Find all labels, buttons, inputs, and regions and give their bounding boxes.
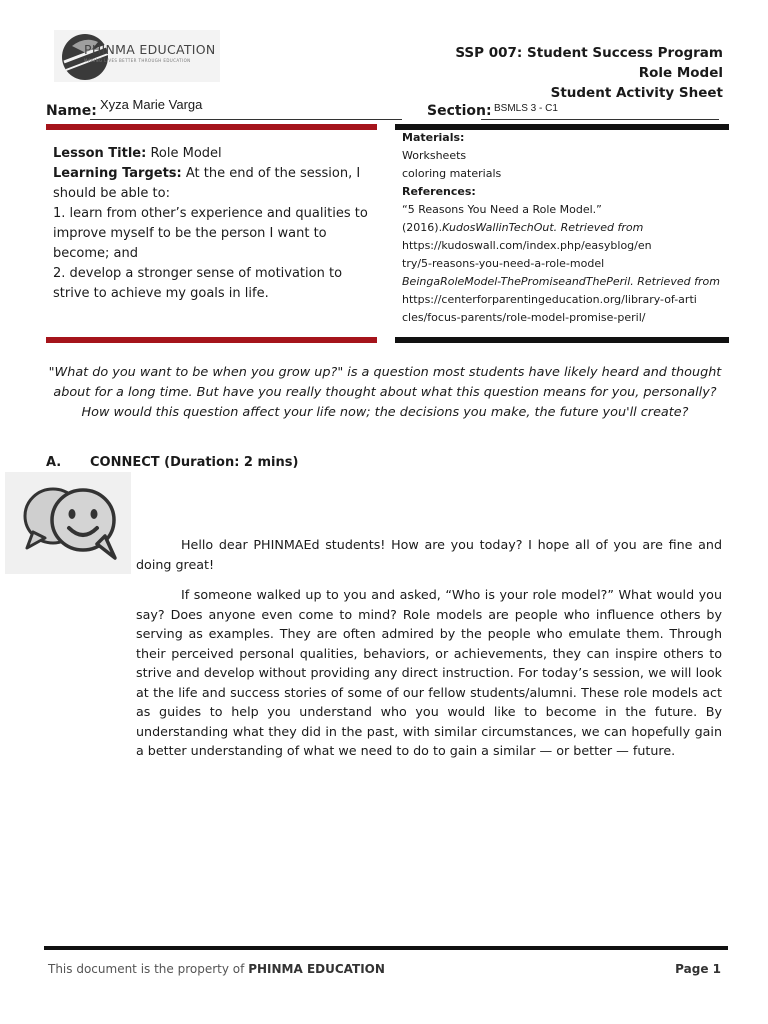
- paragraph-text: If someone walked up to you and asked, “Who is your role model?” What would you say? Does anyone even come to mind? Role models are people who influence others by serving as examples. They are often admired by the people who emulate them. Through their perceived personal qualities, behaviors, or achievements, they can inspire others to strive and develop without providing any direct instruction. For today’s session, we will look at the life and success stories of some of our fellow students/alumni. These role models act as guides to help you understand who you would like to become in the future. By understanding what they did in the past, with similar circumstances, we can hopefully gain a better understanding of what we need to do to gain a similar — or better — future.: [136, 587, 722, 758]
- lesson-info: [53, 144, 373, 304]
- section-a-title: CONNECT (Duration: 2 mins): [90, 455, 299, 470]
- top-left-rule: [46, 124, 377, 130]
- section-a-paragraph-2: [136, 585, 722, 761]
- bottom-right-rule: [395, 337, 729, 343]
- footer-prefix: This document is the property of: [48, 962, 245, 976]
- phinma-logo-icon: [58, 32, 112, 82]
- learning-targets-label: Learning Targets:: [53, 166, 182, 181]
- reference-1-source-line: [402, 219, 726, 237]
- smiley-chat-bubbles-icon: [5, 472, 131, 574]
- reference-2-url-2[interactable]: cles/focus-parents/role-model-promise-peril/: [402, 311, 646, 324]
- intro-quote: "What do you want to be when you grow up?" is a question most students have likely heard and thought about for a long time. But have you really thought about what this question means for you, personally? How would this question affect your life now; the decisions you make, the future you'll create?: [48, 365, 722, 420]
- learning-targets-intro: At the end of the session, I should be able to:: [53, 166, 361, 201]
- lesson-title-value: Role Model: [150, 146, 222, 161]
- page-number: Page 1: [675, 962, 721, 976]
- references-label: References:: [402, 185, 476, 198]
- paragraph-text: Hello dear PHINMAEd students! How are you today? I hope all of you are fine and doing great!: [136, 537, 722, 572]
- topic-title: Role Model: [638, 65, 723, 81]
- material-item: Worksheets: [402, 149, 467, 162]
- logo-title: PHINMA EDUCATION: [84, 42, 216, 57]
- reference-1-title: “5 Reasons You Need a Role Model.”: [402, 203, 602, 216]
- reference-1-url-2[interactable]: try/5-reasons-you-need-a-role-model: [402, 257, 605, 270]
- section-field[interactable]: BSMLS 3 - C1: [494, 103, 558, 114]
- section-a-letter: A.: [46, 455, 62, 470]
- name-field-line: [90, 119, 402, 120]
- learning-target-1: 1. learn from other’s experience and qualities to improve myself to be the person I want to become; and: [53, 206, 368, 261]
- name-label: Name:: [46, 103, 97, 119]
- reference-1-source: KudosWallinTechOut. Retrieved from: [442, 221, 644, 234]
- sheet-title: Student Activity Sheet: [550, 85, 723, 101]
- bottom-left-rule: [46, 337, 377, 343]
- footer-ownership: [48, 962, 385, 976]
- name-field[interactable]: Xyza Marie Varga: [100, 97, 203, 112]
- material-item: coloring materials: [402, 167, 502, 180]
- reference-1-url-1[interactable]: https://kudoswall.com/index.php/easyblog/en: [402, 239, 652, 252]
- materials-label: Materials:: [402, 131, 465, 144]
- learning-target-2: 2. develop a stronger sense of motivation to strive to achieve my goals in life.: [53, 266, 343, 301]
- section-a-paragraph-1: [136, 535, 722, 574]
- reference-2-source: BeingaRoleModel-ThePromiseandThePeril. Retrieved from: [402, 275, 720, 288]
- section-field-line: [481, 119, 719, 120]
- chat-illustration: [5, 472, 131, 574]
- reference-1-year: (2016).: [402, 221, 443, 234]
- reference-2-url-1[interactable]: https://centerforparentingeducation.org/library-of-arti: [402, 293, 697, 306]
- program-title: SSP 007: Student Success Program: [455, 45, 723, 61]
- section-label: Section:: [427, 103, 492, 119]
- lesson-title-label: Lesson Title:: [53, 146, 147, 161]
- materials-references: [402, 129, 726, 327]
- footer-rule: [44, 946, 728, 950]
- footer-owner: PHINMA EDUCATION: [248, 962, 385, 976]
- logo-tagline: MAKING LIVES BETTER THROUGH EDUCATION: [84, 58, 191, 63]
